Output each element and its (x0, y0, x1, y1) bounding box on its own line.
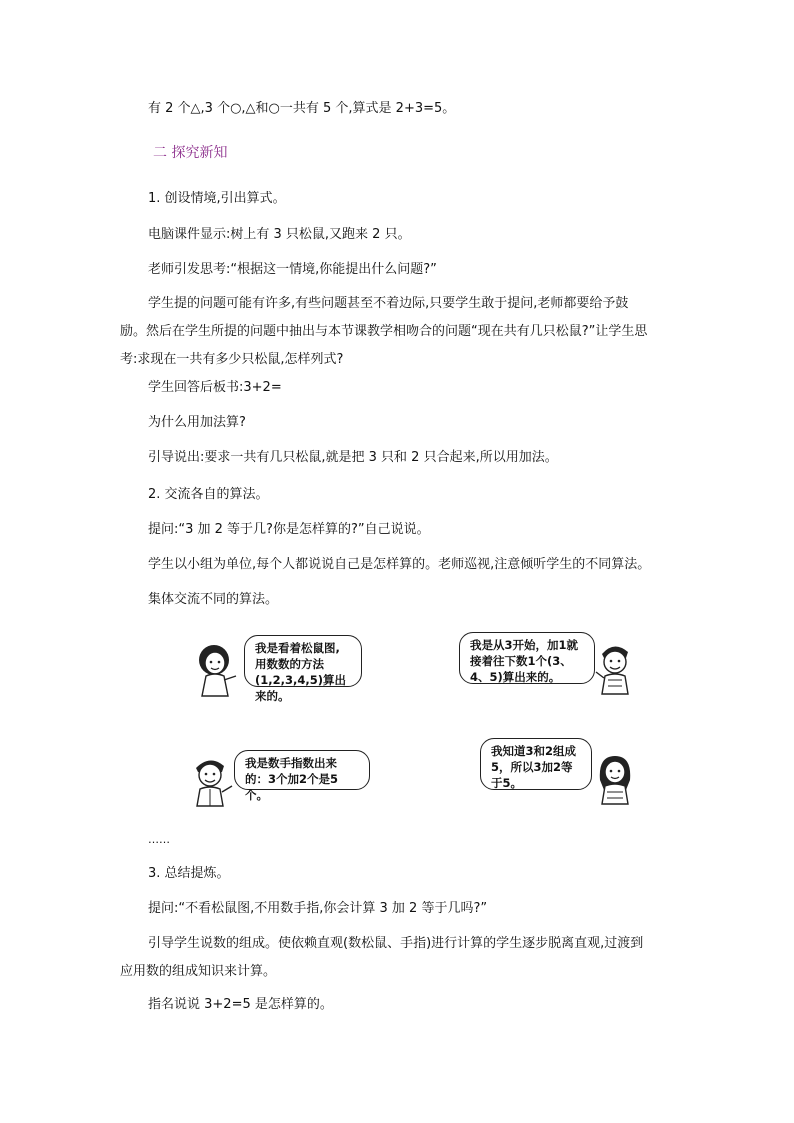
section-heading: 二 探究新知 (153, 145, 228, 161)
step1-paragraph-2: 老师引发思考:“根据这一情境,你能提出什么问题?” (148, 262, 437, 277)
step1-paragraph-4: 学生回答后板书:3+2= (148, 380, 282, 395)
girl-illustration-2 (592, 750, 638, 806)
speech-bubble-1: 我是看着松鼠图,用数数的方法(1,2,3,4,5)算出来的。 (244, 635, 362, 687)
step1-title: 1. 创设情境,引出算式。 (148, 191, 286, 206)
step1-paragraph-3: 学生提的问题可能有许多,有些问题甚至不着边际,只要学生敢于提问,老师都要给予鼓励。然后在学生所提的问题中抽出与本节课教学相吻合的问题“现在共有几只松鼠?”让学生思考:求现在一共有多少只松鼠,怎样列式? (120, 296, 648, 367)
girl-illustration-1 (192, 642, 240, 698)
step2-title: 2. 交流各自的算法。 (148, 487, 269, 502)
boy-illustration-2 (188, 752, 236, 808)
boy-illustration-1 (594, 640, 638, 696)
intro-sentence: 有 2 个△,3 个○,△和○一共有 5 个,算式是 2+3=5。 (148, 101, 456, 116)
step3-title: 3. 总结提炼。 (148, 866, 230, 881)
step1-paragraph-5: 为什么用加法算? (148, 415, 246, 430)
step2-paragraph-3: 集体交流不同的算法。 (148, 592, 279, 607)
step3-paragraph-2: 引导学生说数的组成。使依赖直观(数松鼠、手指)进行计算的学生逐步脱离直观,过渡到应用数的组成知识来计算。 (120, 936, 644, 979)
speech-bubble-2: 我是从3开始，加1就接着往下数1个(3、4、5)算出来的。 (459, 632, 595, 684)
speech-bubble-4: 我知道3和2组成5，所以3加2等于5。 (480, 738, 592, 790)
step2-paragraph-1: 提问:“3 加 2 等于几?你是怎样算的?”自己说说。 (148, 522, 430, 537)
speech-bubble-3: 我是数手指数出来的：3个加2个是5个。 (234, 750, 370, 790)
step1-paragraph-6: 引导说出:要求一共有几只松鼠,就是把 3 只和 2 只合起来,所以用加法。 (148, 450, 558, 465)
step2-paragraph-2: 学生以小组为单位,每个人都说说自己是怎样算的。老师巡视,注意倾听学生的不同算法。 (148, 557, 651, 572)
step1-paragraph-1: 电脑课件显示:树上有 3 只松鼠,又跑来 2 只。 (148, 227, 411, 242)
step3-paragraph-1: 提问:“不看松鼠图,不用数手指,你会计算 3 加 2 等于几吗?” (148, 901, 488, 916)
step3-paragraph-3: 指名说说 3+2=5 是怎样算的。 (148, 997, 333, 1012)
ellipsis: …… (148, 833, 170, 846)
